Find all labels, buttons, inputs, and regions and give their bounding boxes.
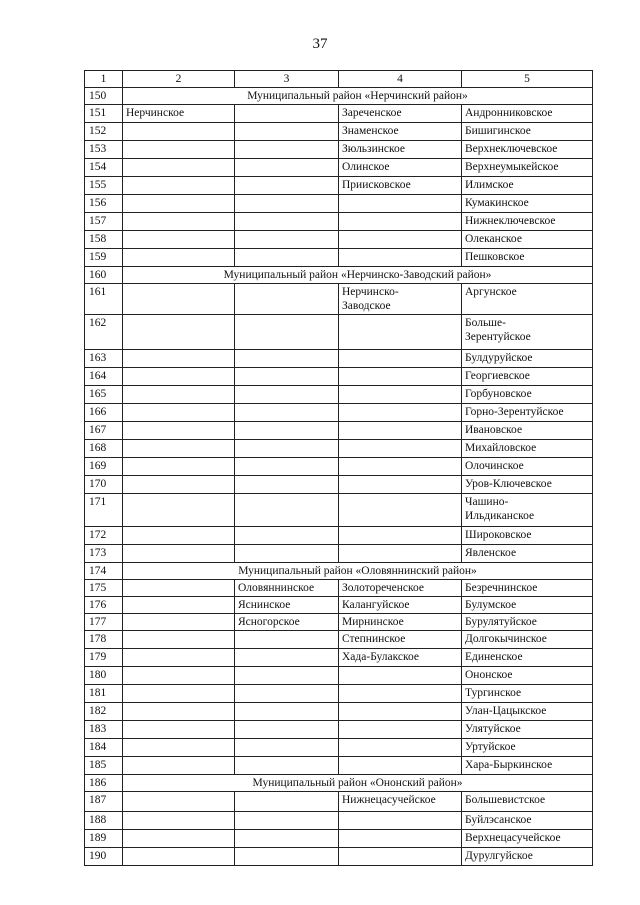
table-row	[85, 527, 593, 545]
row-number: 169	[85, 458, 123, 476]
cell-col-3	[235, 284, 339, 315]
cell-col-3	[235, 527, 339, 545]
cell-col-2	[123, 386, 235, 404]
cell-col-4	[339, 249, 462, 267]
cell-col-2	[123, 458, 235, 476]
cell-col-4	[339, 458, 462, 476]
cell-col-2	[123, 177, 235, 195]
row-number: 188	[85, 812, 123, 830]
cell-col-3	[235, 667, 339, 685]
row-number: 161	[85, 284, 123, 315]
cell-col-5: Олочинское	[462, 458, 593, 476]
table-row	[85, 177, 593, 195]
row-number: 182	[85, 703, 123, 721]
cell-col-3	[235, 213, 339, 231]
row-number: 176	[85, 597, 123, 614]
cell-col-5: Михайловское	[462, 440, 593, 458]
row-number: 184	[85, 739, 123, 757]
table-row	[85, 386, 593, 404]
table-row	[85, 703, 593, 721]
row-number: 173	[85, 545, 123, 563]
cell-col-5: Бурулятуйское	[462, 614, 593, 631]
cell-col-2	[123, 213, 235, 231]
header-cell-5: 5	[462, 71, 593, 88]
row-number: 158	[85, 231, 123, 249]
cell-col-5: Больше- Зерентуйское	[462, 315, 593, 350]
row-number: 179	[85, 649, 123, 667]
cell-col-5: Верхнеключевское	[462, 141, 593, 159]
cell-col-4: Нерчинско- Заводское	[339, 284, 462, 315]
cell-col-2	[123, 249, 235, 267]
row-number: 153	[85, 141, 123, 159]
cell-col-5: Андронниковское	[462, 105, 593, 123]
table-row	[85, 123, 593, 141]
cell-col-4: Приисковское	[339, 177, 462, 195]
cell-col-3	[235, 458, 339, 476]
header-cell-3: 3	[235, 71, 339, 88]
cell-col-3	[235, 703, 339, 721]
cell-col-2	[123, 597, 235, 614]
cell-col-2	[123, 494, 235, 527]
row-number: 166	[85, 404, 123, 422]
district-section-row	[85, 267, 593, 284]
cell-col-4: Зареченское	[339, 105, 462, 123]
table-row	[85, 315, 593, 350]
cell-col-5: Ивановское	[462, 422, 593, 440]
row-number: 168	[85, 440, 123, 458]
row-number: 156	[85, 195, 123, 213]
cell-col-4: Знаменское	[339, 123, 462, 141]
header-cell-2: 2	[123, 71, 235, 88]
cell-col-5: Уров-Ключевское	[462, 476, 593, 494]
row-number: 167	[85, 422, 123, 440]
table-row	[85, 476, 593, 494]
cell-col-4	[339, 350, 462, 368]
row-number: 150	[85, 88, 123, 105]
cell-col-4	[339, 368, 462, 386]
cell-col-4	[339, 685, 462, 703]
table-row	[85, 159, 593, 177]
cell-col-2	[123, 703, 235, 721]
cell-col-4	[339, 440, 462, 458]
row-number: 186	[85, 775, 123, 792]
cell-col-4	[339, 721, 462, 739]
district-title: Муниципальный район «Ононский район»	[123, 775, 593, 792]
cell-col-3	[235, 249, 339, 267]
table-row	[85, 649, 593, 667]
table-row	[85, 368, 593, 386]
row-number: 183	[85, 721, 123, 739]
table-row	[85, 739, 593, 757]
cell-col-5: Ононское	[462, 667, 593, 685]
cell-col-2	[123, 631, 235, 649]
district-title: Муниципальный район «Оловяннинский район»	[123, 563, 593, 580]
table-row	[85, 105, 593, 123]
table-row	[85, 195, 593, 213]
row-number: 157	[85, 213, 123, 231]
cell-col-2	[123, 812, 235, 830]
cell-col-4: Степнинское	[339, 631, 462, 649]
cell-col-5: Верхнецасучейское	[462, 830, 593, 848]
row-number: 175	[85, 580, 123, 597]
cell-col-2	[123, 404, 235, 422]
district-section-row	[85, 775, 593, 792]
cell-col-5: Булдуруйское	[462, 350, 593, 368]
cell-col-2	[123, 830, 235, 848]
cell-col-4	[339, 527, 462, 545]
page-number: 37	[312, 36, 328, 52]
table-row	[85, 458, 593, 476]
cell-col-3	[235, 830, 339, 848]
table-row	[85, 685, 593, 703]
cell-col-5: Георгиевское	[462, 368, 593, 386]
row-number: 187	[85, 792, 123, 812]
cell-col-2	[123, 368, 235, 386]
cell-col-4	[339, 213, 462, 231]
cell-col-3	[235, 141, 339, 159]
cell-col-3	[235, 159, 339, 177]
row-number: 155	[85, 177, 123, 195]
cell-col-4	[339, 545, 462, 563]
row-number: 190	[85, 848, 123, 866]
cell-col-3	[235, 404, 339, 422]
settlements-table	[84, 70, 593, 866]
cell-col-3	[235, 195, 339, 213]
cell-col-5: Тургинское	[462, 685, 593, 703]
cell-col-3	[235, 545, 339, 563]
cell-col-2	[123, 159, 235, 177]
table-row	[85, 494, 593, 527]
row-number: 154	[85, 159, 123, 177]
cell-col-4	[339, 476, 462, 494]
cell-col-3	[235, 177, 339, 195]
cell-col-2	[123, 580, 235, 597]
cell-col-4	[339, 195, 462, 213]
cell-col-2	[123, 476, 235, 494]
table-row	[85, 284, 593, 315]
cell-col-3	[235, 105, 339, 123]
cell-col-2	[123, 527, 235, 545]
cell-col-4	[339, 757, 462, 775]
cell-col-3	[235, 721, 339, 739]
cell-col-3	[235, 440, 339, 458]
cell-col-5: Олеканское	[462, 231, 593, 249]
cell-col-4	[339, 739, 462, 757]
cell-col-2	[123, 792, 235, 812]
cell-col-3	[235, 812, 339, 830]
table-row	[85, 440, 593, 458]
row-number: 151	[85, 105, 123, 123]
cell-col-2	[123, 721, 235, 739]
cell-col-5: Дурулгуйское	[462, 848, 593, 866]
cell-col-3	[235, 476, 339, 494]
table-row	[85, 631, 593, 649]
cell-col-4	[339, 386, 462, 404]
district-section-row	[85, 563, 593, 580]
cell-col-3	[235, 368, 339, 386]
cell-col-5: Нижнеключевское	[462, 213, 593, 231]
row-number: 185	[85, 757, 123, 775]
cell-col-4	[339, 494, 462, 527]
cell-col-3: Яснинское	[235, 597, 339, 614]
table-row	[85, 614, 593, 631]
cell-col-5: Безречнинское	[462, 580, 593, 597]
cell-col-4	[339, 848, 462, 866]
cell-col-2: Нерчинское	[123, 105, 235, 123]
row-number: 180	[85, 667, 123, 685]
cell-col-5: Долгокычинское	[462, 631, 593, 649]
cell-col-4: Мирнинское	[339, 614, 462, 631]
cell-col-2	[123, 649, 235, 667]
cell-col-2	[123, 848, 235, 866]
row-number: 165	[85, 386, 123, 404]
cell-col-4: Хада-Булакское	[339, 649, 462, 667]
row-number: 174	[85, 563, 123, 580]
row-number: 172	[85, 527, 123, 545]
cell-col-3	[235, 350, 339, 368]
cell-col-3: Оловяннинское	[235, 580, 339, 597]
cell-col-3	[235, 315, 339, 350]
table-row	[85, 667, 593, 685]
cell-col-2	[123, 141, 235, 159]
cell-col-5: Булумское	[462, 597, 593, 614]
row-number: 181	[85, 685, 123, 703]
cell-col-5: Широковское	[462, 527, 593, 545]
cell-col-5: Уртуйское	[462, 739, 593, 757]
row-number: 162	[85, 315, 123, 350]
cell-col-3	[235, 685, 339, 703]
cell-col-3	[235, 649, 339, 667]
row-number: 170	[85, 476, 123, 494]
table-row	[85, 545, 593, 563]
cell-col-3	[235, 792, 339, 812]
cell-col-5: Большевистское	[462, 792, 593, 812]
header-cell-1: 1	[85, 71, 123, 88]
header-cell-4: 4	[339, 71, 462, 88]
row-number: 163	[85, 350, 123, 368]
table-row	[85, 350, 593, 368]
cell-col-2	[123, 545, 235, 563]
cell-col-5: Бишигинское	[462, 123, 593, 141]
cell-col-3	[235, 386, 339, 404]
cell-col-2	[123, 231, 235, 249]
cell-col-2	[123, 315, 235, 350]
cell-col-2	[123, 123, 235, 141]
row-number: 178	[85, 631, 123, 649]
cell-col-4	[339, 231, 462, 249]
table-row	[85, 213, 593, 231]
cell-col-4: Олинское	[339, 159, 462, 177]
district-section-row	[85, 88, 593, 105]
row-number: 177	[85, 614, 123, 631]
cell-col-4	[339, 404, 462, 422]
row-number: 159	[85, 249, 123, 267]
table-row	[85, 422, 593, 440]
cell-col-2	[123, 685, 235, 703]
row-number: 171	[85, 494, 123, 527]
cell-col-5: Кумакинское	[462, 195, 593, 213]
cell-col-5: Илимское	[462, 177, 593, 195]
cell-col-5: Единенское	[462, 649, 593, 667]
cell-col-4	[339, 703, 462, 721]
cell-col-5: Чашино- Ильдиканское	[462, 494, 593, 527]
cell-col-5: Горно-Зерентуйское	[462, 404, 593, 422]
table-row	[85, 721, 593, 739]
cell-col-5: Улан-Цацыкское	[462, 703, 593, 721]
cell-col-5: Хара-Быркинское	[462, 757, 593, 775]
cell-col-4: Нижнецасучейское	[339, 792, 462, 812]
table-row	[85, 404, 593, 422]
cell-col-2	[123, 422, 235, 440]
cell-col-4	[339, 422, 462, 440]
cell-col-3	[235, 848, 339, 866]
table-row	[85, 812, 593, 830]
district-title: Муниципальный район «Нерчинский район»	[123, 88, 593, 105]
table-row	[85, 597, 593, 614]
cell-col-2	[123, 667, 235, 685]
cell-col-3	[235, 231, 339, 249]
cell-col-2	[123, 614, 235, 631]
table-row	[85, 830, 593, 848]
table-row	[85, 848, 593, 866]
cell-col-4	[339, 667, 462, 685]
cell-col-5: Аргунское	[462, 284, 593, 315]
cell-col-3	[235, 494, 339, 527]
row-number: 160	[85, 267, 123, 284]
row-number: 152	[85, 123, 123, 141]
table-row	[85, 792, 593, 812]
cell-col-5: Буйлэсанское	[462, 812, 593, 830]
table-row	[85, 141, 593, 159]
table-row	[85, 231, 593, 249]
table-row	[85, 580, 593, 597]
cell-col-4: Золотореченское	[339, 580, 462, 597]
table-row	[85, 757, 593, 775]
cell-col-3	[235, 422, 339, 440]
cell-col-5: Улятуйское	[462, 721, 593, 739]
cell-col-2	[123, 284, 235, 315]
table-row	[85, 249, 593, 267]
cell-col-5: Верхнеумыкейское	[462, 159, 593, 177]
cell-col-2	[123, 739, 235, 757]
cell-col-2	[123, 757, 235, 775]
cell-col-2	[123, 195, 235, 213]
cell-col-3	[235, 739, 339, 757]
row-number: 164	[85, 368, 123, 386]
cell-col-4	[339, 830, 462, 848]
cell-col-5: Горбуновское	[462, 386, 593, 404]
cell-col-2	[123, 440, 235, 458]
cell-col-3	[235, 757, 339, 775]
district-title: Муниципальный район «Нерчинско-Заводский район»	[123, 267, 593, 284]
cell-col-4: Калангуйское	[339, 597, 462, 614]
cell-col-4	[339, 812, 462, 830]
cell-col-3	[235, 123, 339, 141]
cell-col-5: Пешковское	[462, 249, 593, 267]
cell-col-5: Явленское	[462, 545, 593, 563]
cell-col-3: Ясногорское	[235, 614, 339, 631]
cell-col-4: Зюльзинское	[339, 141, 462, 159]
table-header-row	[85, 71, 593, 88]
cell-col-4	[339, 315, 462, 350]
row-number: 189	[85, 830, 123, 848]
cell-col-3	[235, 631, 339, 649]
cell-col-2	[123, 350, 235, 368]
